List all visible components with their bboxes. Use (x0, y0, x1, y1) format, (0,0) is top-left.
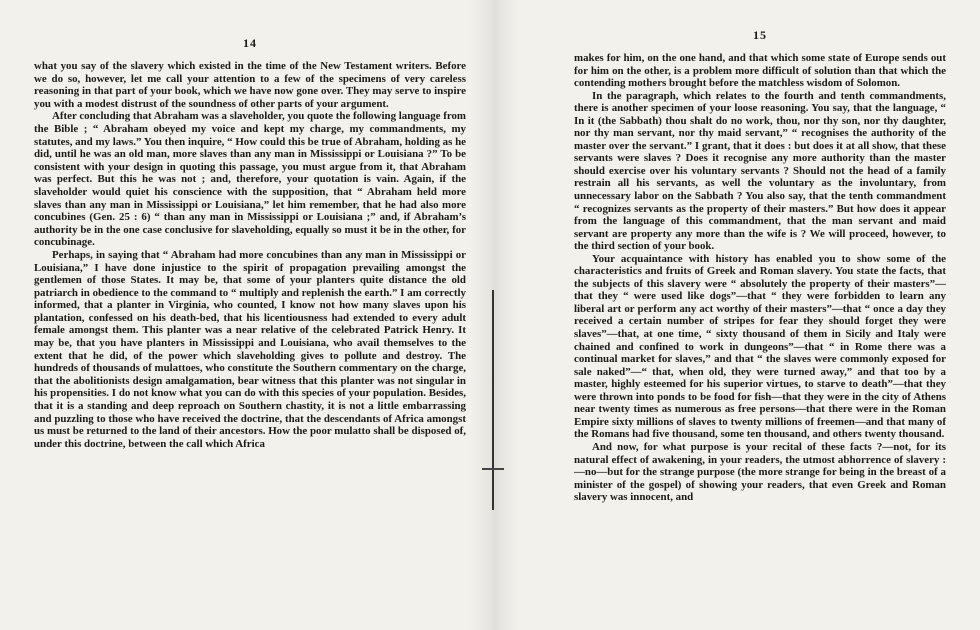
gutter-binding-mark (492, 290, 494, 510)
right-paragraph-4: And now, for what purpose is your recital of these facts ?—not, for its natural effect of awakening, in your readers, the utmost abhorrence of slavery :—no—but for the strange purpose (the more strange for being in the breast of a minister of the gospel) of showing your readers, that even Greek and Roman slavery was innocent, and (574, 440, 946, 504)
right-paragraph-1: makes for him, on the one hand, and that which some state of Europe sends out for him on the other, is a problem more difficult of solution than that which the contending mothers brought before the matchless wisdom of Solomon. (574, 52, 946, 90)
left-paragraph-1: what you say of the slavery which existed in the time of the New Testament writers. Before we do so, however, let me call your attention to a few of the specimens of very careless reasoning in that part of your book, which we have now gone over. They may serve to inspire you with a modest distrust of the soundness of other parts of your argument. (34, 60, 466, 110)
right-paragraph-2: In the paragraph, which relates to the fourth and tenth commandments, there is another specimen of your loose reasoning. You say, that the language, “ In it (the Sabbath) thou shalt do no work, thou, nor thy son, nor thy daughter, nor thy man servant, nor thy maid servant,” “ recognises the authority of the master over the servant.” I grant, that it does : but does it at all show, that these servants were slaves ? Does it recognise any more authority than the master should exercise over his voluntary servants ? Should not the head of a family restrain all his servants, as well the voluntary as the involuntary, from unnecessary labor on the Sabbath ? You also say, that the tenth commandment “ recognizes servants as the property of their masters.” But how does it appear from the language of this commandment, that the man servant and maid servant are property any more than the wife is ? We will proceed, however, to the third section of your book. (574, 89, 946, 253)
left-paragraph-2: After concluding that Abraham was a slaveholder, you quote the following language from the Bible ; “ Abraham obeyed my voice and kept my charge, my commandments, my statutes, and my laws.” You then inquire, “ How could this be true of Abraham, holding as he did, until he was an old man, more slaves than any man in Mississippi or Louisiana ?” To be consistent with your design in quoting this passage, you must argue from it, that Abraham was perfect. But this he was not ; and, therefore, your quotation is vain. Again, if the slaveholder would quiet his conscience with the supposition, that “ Abraham held more slaves than any man in Mississippi or Louisiana,” let him remember, that he had also more concubines (Gen. 25 : 6) “ than any man in Mississippi or Louisiana ;” and, if Abraham’s authority be in the one case conclusive for slaveholding, equally so must it be in the other, for concubinage. (34, 110, 466, 249)
right-page (500, 0, 980, 630)
right-page-number: 15 (753, 28, 767, 42)
left-page (0, 0, 478, 630)
left-paragraph-3: Perhaps, in saying that “ Abraham had more concubines than any man in Mississippi or Louisiana,” I have done injustice to the spirit of propagation prevailing amongst the gentlemen of those States. It may be, that some of your planters quite distance the old patriarch in obedience to the command to “ multiply and replenish the earth.” I am correctly informed, that a planter in Virginia, who counted, I know not how many slaves upon his plantation, confessed on his death-bed, that his licentiousness had extended to every adult female amongst them. This planter was a near relative of the celebrated Patrick Henry. It may be, that you have planters in Mississippi and Louisiana, who avail themselves to the extent that he did, of the power which slaveholding gives to pollute and destroy. The hundreds of thousands of mulattoes, who constitute the Southern commentary on the charge, that the abolitionists design amalgamation, bear witness that this planter was not singular in his propensities. I do not know what you can do with this species of your population. Besides, that it is a standing and deep reproach on Southern chastity, it is not a little embarrassing and puzzling to those who have received the doctrine, that the descendants of Africa amongst us must be returned to the land of their ancestors. How the poor mulatto shall be disposed of, under this doctrine, between the call which Africa (34, 248, 466, 450)
right-paragraph-3: Your acquaintance with history has enabled you to show some of the characteristics and fruits of Greek and Roman slavery. You state the facts, that the subjects of this slavery were “ absolutely the property of their masters”—that they “ were used like dogs”—that “ they were forbidden to learn any liberal art or perform any act worthy of their masters”—that “ once a day they received a certain number of stripes for fear they should forget they were slaves”—that, at one time, “ sixty thousand of them in Sicily and Italy were chained and confined to work in dungeons”—that “ in Rome there was a continual market for slaves,” and that “ the slaves were commonly exposed for sale naked”—“ that, when old, they were turned away,” and that too by a master, highly esteemed for his superior virtues, to starve to death”—that they were thrown into ponds to be food for fish—that they were in the city of Athens near twenty times as numerous as free persons—that there were in the Roman Empire sixty millions of slaves to twenty millions of freemen—and that many of the Romans had five thousand, some ten thousand, and others twenty thousand. (574, 252, 946, 441)
left-page-number: 14 (243, 36, 257, 50)
